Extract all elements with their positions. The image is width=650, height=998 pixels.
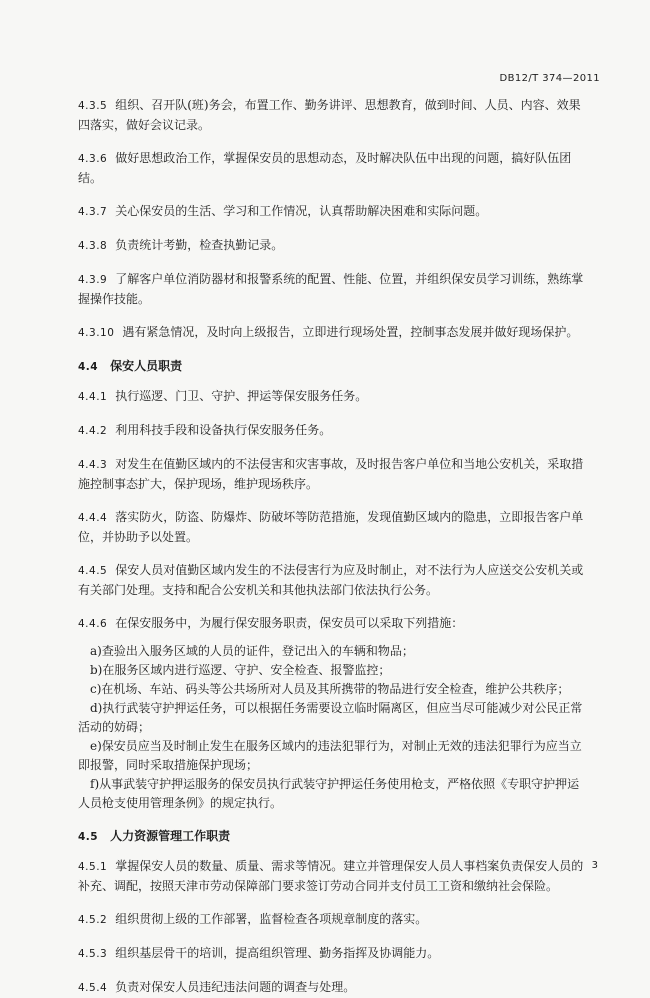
clause-4-4-6 (78, 614, 590, 634)
document-body (78, 96, 590, 998)
clause-number: 4.3.9 (78, 274, 108, 286)
clause-number: 4.4.6 (78, 618, 108, 630)
clause-4-4-1 (78, 387, 590, 407)
clause-text: 落实防火，防盗、防爆炸、防破坏等防范措施，发现值勤区域内的隐患，立即报告客户单位，并协助予以处置。 (78, 510, 584, 544)
section-heading-4-5 (78, 827, 590, 847)
clause-4-3-6 (78, 149, 590, 188)
clause-4-4-4 (78, 508, 590, 547)
clause-text: 组织贯彻上级的工作部署，监督检查各项规章制度的落实。 (115, 912, 428, 926)
clause-number: 4.3.6 (78, 153, 108, 165)
document-code: DB12/T 374—2011 (499, 73, 600, 84)
clause-number: 4.3.10 (78, 327, 115, 339)
clause-number: 4.4.2 (78, 425, 108, 437)
clause-4-5-4 (78, 978, 590, 998)
section-title: 保安人员职责 (110, 359, 183, 373)
clause-text: 掌握保安人员的数量、质量、需求等情况。建立并管理保安人员人事档案负责保安人员的补充、调配，按照天津市劳动保障部门要求签订劳动合同并支付员工工资和缴纳社会保险。 (78, 859, 584, 893)
clause-text: 保安人员对值勤区域内发生的不法侵害行为应及时制止，对不法行为人应送交公安机关或有关部门处理。支持和配合公安机关和其他执法部门依法执行公务。 (78, 563, 584, 597)
measure-item-c: c)在机场、车站、码头等公共场所对人员及其所携带的物品进行安全检查，维护公共秩序； (90, 682, 570, 696)
clause-4-4-3 (78, 455, 590, 494)
measure-item-b: b)在服务区域内进行巡逻、守护、安全检查、报警监控； (90, 663, 391, 677)
clause-number: 4.3.8 (78, 240, 108, 252)
clause-text: 遇有紧急情况，及时向上级报告，立即进行现场处置，控制事态发展并做好现场保护。 (122, 325, 579, 339)
clause-text: 负责统计考勤，检查执勤记录。 (115, 238, 284, 252)
clause-number: 4.4.1 (78, 391, 108, 403)
section-title: 人力资源管理工作职责 (110, 829, 231, 843)
clause-text: 组织、召开队(班)务会，布置工作、勤务讲评、思想教育，做到时间、人员、内容、效果四落实，做好会议记录。 (78, 98, 581, 132)
clause-4-4-5 (78, 561, 590, 600)
clause-text: 利用科技手段和设备执行保安服务任务。 (115, 423, 332, 437)
clause-number: 4.3.7 (78, 206, 108, 218)
section-heading-4-4 (78, 357, 590, 377)
clause-number: 4.5.3 (78, 948, 108, 960)
clause-number: 4.4.4 (78, 512, 108, 524)
clause-text: 了解客户单位消防器材和报警系统的配置、性能、位置，并组织保安员学习训练，熟练掌握操作技能。 (78, 272, 584, 306)
section-number: 4.4 (78, 361, 99, 373)
clause-number: 4.4.5 (78, 565, 108, 577)
measure-item-e: e)保安员应当及时制止发生在服务区域内的违法犯罪行为，对制止无效的违法犯罪行为应当立即报警，同时采取措施保护现场； (78, 739, 582, 772)
clause-4-3-9 (78, 270, 590, 309)
clause-4-3-10 (78, 323, 590, 343)
clause-number: 4.4.3 (78, 459, 108, 471)
measure-item-a: a)查验出入服务区域的人员的证件，登记出入的车辆和物品； (90, 644, 414, 658)
page-number: 3 (591, 860, 598, 871)
section-number: 4.5 (78, 831, 99, 843)
clause-text: 执行巡逻、门卫、守护、押运等保安服务任务。 (115, 389, 368, 403)
clause-4-5-1 (78, 857, 590, 896)
measure-item-d: d)执行武装守护押运任务，可以根据任务需要设立临时隔离区，但应当尽可能减少对公民正常活动的妨碍； (78, 701, 583, 734)
clause-4-4-2 (78, 421, 590, 441)
clause-number: 4.3.5 (78, 100, 108, 112)
clause-4-3-8 (78, 236, 590, 256)
measure-item-f: f)从事武装守护押运服务的保安员执行武装守护押运任务使用枪支，严格依照《专职守护押运人员枪支使用管理条例》的规定执行。 (78, 777, 580, 810)
clause-4-3-7 (78, 202, 590, 222)
clause-number: 4.5.1 (78, 861, 108, 873)
clause-text: 做好思想政治工作，掌握保安员的思想动态，及时解决队伍中出现的问题，搞好队伍团结。 (78, 151, 572, 185)
clause-4-5-3 (78, 944, 590, 964)
clause-4-3-5 (78, 96, 590, 135)
clause-text: 组织基层骨干的培训，提高组织管理、勤务指挥及协调能力。 (115, 946, 440, 960)
clause-number: 4.5.2 (78, 914, 108, 926)
clause-4-5-2 (78, 910, 590, 930)
clause-text: 对发生在值勤区域内的不法侵害和灾害事故，及时报告客户单位和当地公安机关，采取措施控制事态扩大，保护现场，维护现场秩序。 (78, 457, 584, 491)
clause-number: 4.5.4 (78, 982, 108, 994)
clause-text: 在保安服务中，为履行保安服务职责，保安员可以采取下列措施： (115, 616, 464, 630)
measures-list (78, 642, 590, 813)
clause-text: 负责对保安人员违纪违法问题的调查与处理。 (115, 980, 356, 994)
clause-text: 关心保安员的生活、学习和工作情况，认真帮助解决困难和实际问题。 (115, 204, 488, 218)
